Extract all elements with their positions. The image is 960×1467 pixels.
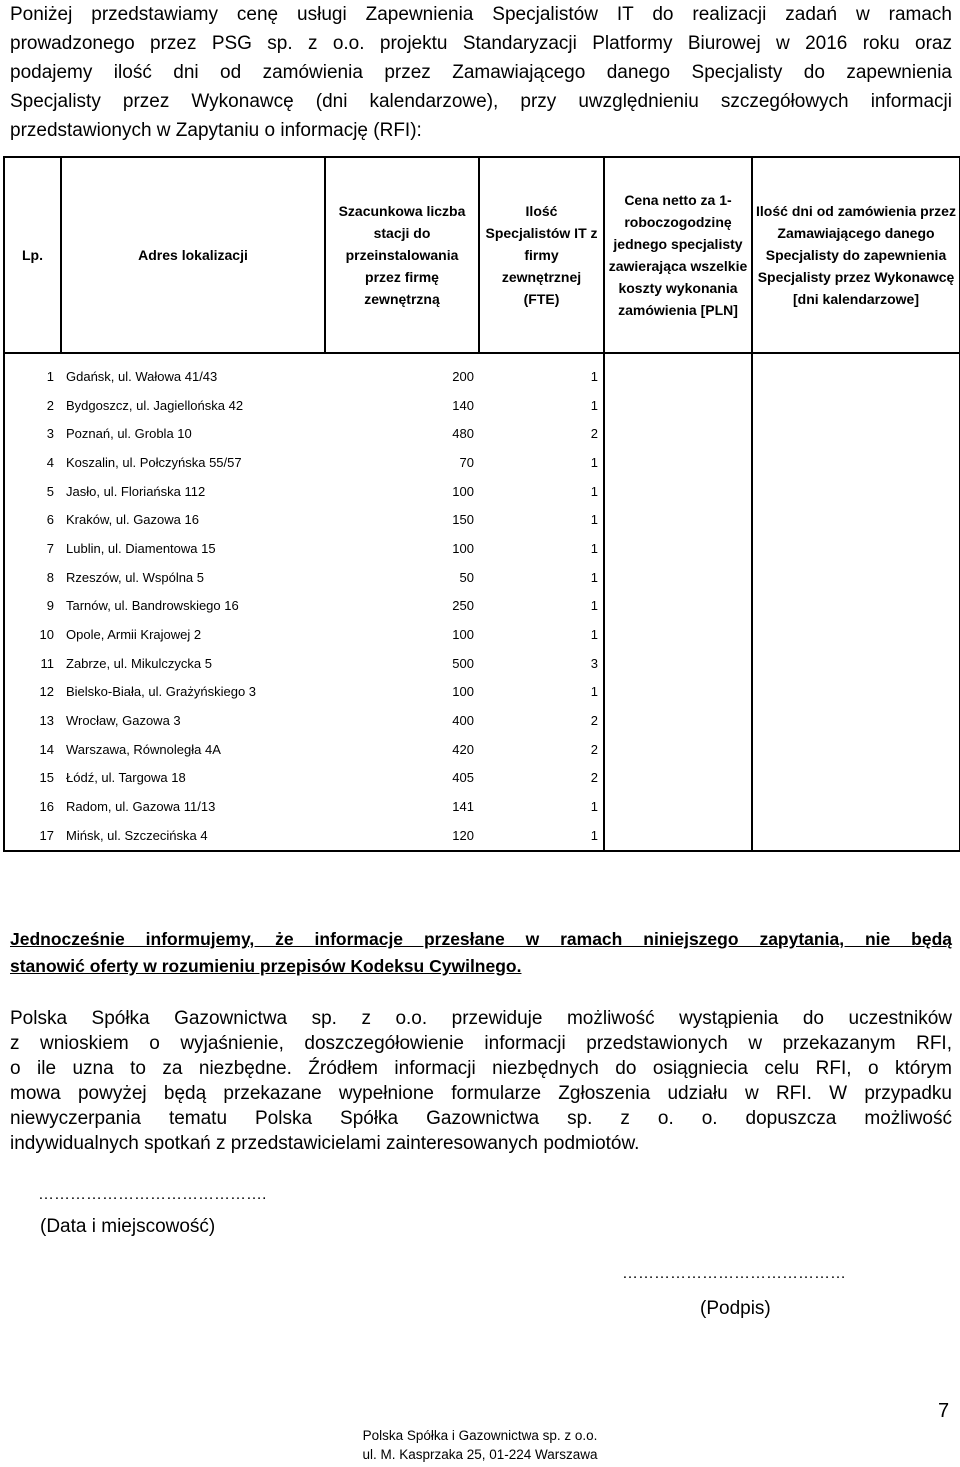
footer (280, 1426, 680, 1464)
row-days[interactable] (752, 735, 960, 764)
row-lp: 1 (4, 353, 61, 391)
table-row (4, 706, 960, 735)
row-lp: 4 (4, 448, 61, 477)
row-address: Łódź, ul. Targowa 18 (66, 770, 186, 786)
row-fte: 3 (590, 655, 598, 671)
row-stations: 120 (325, 821, 479, 851)
row-price[interactable] (604, 649, 752, 678)
intro-paragraph (10, 0, 952, 145)
row-price[interactable] (604, 706, 752, 735)
notice (10, 926, 952, 980)
row-lp: 6 (4, 505, 61, 534)
row-days[interactable] (752, 353, 960, 391)
row-days[interactable] (752, 649, 960, 678)
header-lp: Lp. (4, 157, 61, 353)
row-lp: 15 (4, 764, 61, 793)
row-stations: 140 (452, 397, 474, 413)
date-label: (Data i miejscowość) (40, 1216, 216, 1237)
table-row (4, 563, 960, 592)
row-price[interactable] (604, 821, 752, 851)
row-address: Zabrze, ul. Mikulczycka 5 (66, 655, 212, 671)
row-days[interactable] (752, 563, 960, 592)
row-days[interactable] (752, 505, 960, 534)
header-address: Adres lokalizacji (61, 157, 325, 353)
row-stations: 405 (452, 770, 474, 786)
table-header-row (4, 157, 960, 353)
row-days[interactable] (752, 678, 960, 707)
notice-line: stanowić oferty w rozumieniu przepisów Kodeksu Cywilnego. (10, 956, 522, 976)
row-fte: 1 (590, 512, 598, 528)
row-fte: 1 (479, 821, 604, 851)
table-row (4, 477, 960, 506)
intro-line: Poniżej przedstawiamy cenę usługi Zapewnienia Specjalistów IT do realizacji zadań w ramach (10, 4, 952, 25)
row-stations: 250 (452, 598, 474, 614)
row-stations: 100 (452, 684, 474, 700)
row-stations: 400 (452, 713, 474, 729)
row-address: Warszawa, Równoległa 4A (66, 741, 221, 757)
row-days[interactable] (752, 821, 960, 851)
row-days[interactable] (752, 620, 960, 649)
table-row (4, 505, 960, 534)
row-fte: 1 (590, 540, 598, 556)
header-price: Cena netto za 1-roboczogodzinę jednego specjalisty zawierająca wszelkie koszty wykonania zamówienia [PLN] (604, 157, 752, 353)
clarification-paragraph (10, 1006, 952, 1156)
row-stations: 420 (452, 741, 474, 757)
table-row (4, 792, 960, 821)
row-price[interactable] (604, 678, 752, 707)
header-stations: Szacunkowa liczba stacji do przeinstalowania przez firmę zewnętrzną (325, 157, 479, 353)
row-address: Kraków, ul. Gazowa 16 (66, 512, 199, 528)
row-fte: 1 (590, 684, 598, 700)
row-address: Koszalin, ul. Połczyńska 55/57 (66, 454, 242, 470)
table-row (4, 735, 960, 764)
intro-line: podajemy ilość dni od zamówienia przez Zamawiającego danego Specjalisty do zapewnienia (10, 62, 952, 83)
table-row (4, 534, 960, 563)
paragraph-line: mowa powyżej będą przekazane wypełnione formularze Zgłoszenia udziału w RFI. W przypadku (10, 1083, 952, 1104)
row-stations: 50 (459, 569, 474, 585)
row-price[interactable] (604, 391, 752, 420)
table-row (4, 649, 960, 678)
intro-line: Specjalisty przez Wykonawcę (dni kalendarzowe), przy uwzględnieniu szczegółowych informacji (10, 91, 952, 112)
row-stations: 500 (452, 655, 474, 671)
table-row (4, 620, 960, 649)
row-lp: 2 (4, 391, 61, 420)
row-address: Jasło, ul. Floriańska 112 (66, 483, 206, 499)
row-fte: 1 (590, 569, 598, 585)
row-days[interactable] (752, 592, 960, 621)
page-number: 7 (938, 1400, 950, 1422)
paragraph-line: o ile uzna to za niezbędne. Źródłem informacji niezbędnych do osiągniecia celu RFI, o którym (10, 1058, 952, 1079)
row-days[interactable] (752, 477, 960, 506)
row-price[interactable] (604, 505, 752, 534)
row-address: Opole, Armii Krajowej 2 (66, 627, 202, 643)
row-price[interactable] (604, 419, 752, 448)
row-stations: 100 (452, 483, 474, 499)
row-price[interactable] (604, 764, 752, 793)
intro-line: prowadzonego przez PSG sp. z o.o. projektu Standaryzacji Platformy Biurowej w 2016 roku oraz (10, 33, 952, 54)
row-lp: 17 (4, 821, 61, 851)
intro-line: przedstawionych w Zapytaniu o informację (RFI): (10, 120, 422, 141)
row-days[interactable] (752, 391, 960, 420)
row-fte: 1 (590, 368, 598, 384)
row-price[interactable] (604, 592, 752, 621)
row-price[interactable] (604, 353, 752, 391)
footer-line: ul. M. Kasprzaka 25, 01-224 Warszawa (362, 1447, 598, 1462)
row-days[interactable] (752, 764, 960, 793)
table-row (4, 678, 960, 707)
row-address: Tarnów, ul. Bandrowskiego 16 (66, 598, 239, 614)
specialists-table (3, 156, 960, 852)
row-price[interactable] (604, 448, 752, 477)
table-row (4, 448, 960, 477)
row-price[interactable] (604, 735, 752, 764)
table-row (4, 592, 960, 621)
row-fte: 2 (590, 741, 598, 757)
table-row (4, 353, 960, 391)
row-fte: 1 (590, 627, 598, 643)
row-price[interactable] (604, 534, 752, 563)
row-lp: 3 (4, 419, 61, 448)
row-lp: 11 (4, 649, 61, 678)
row-fte: 1 (590, 454, 598, 470)
row-fte: 1 (590, 799, 598, 815)
signature-dots: …………………………………… (622, 1265, 846, 1282)
row-fte: 1 (590, 397, 598, 413)
signature-label: (Podpis) (700, 1298, 771, 1319)
row-address: Bielsko-Biała, ul. Grażyńskiego 3 (66, 684, 257, 700)
row-days[interactable] (752, 448, 960, 477)
row-lp: 10 (4, 620, 61, 649)
row-lp: 16 (4, 792, 61, 821)
row-lp: 8 (4, 563, 61, 592)
header-specialists: Ilość Specjalistów IT z firmy zewnętrznej (FTE) (479, 157, 604, 353)
row-days[interactable] (752, 792, 960, 821)
row-price[interactable] (604, 563, 752, 592)
row-fte: 1 (590, 483, 598, 499)
row-price[interactable] (604, 620, 752, 649)
table-row (4, 419, 960, 448)
row-address: Mińsk, ul. Szczecińska 4 (61, 821, 325, 851)
row-days[interactable] (752, 534, 960, 563)
row-stations: 141 (452, 799, 474, 815)
row-stations: 70 (459, 454, 474, 470)
footer-line: Polska Spółka i Gazownictwa sp. z o.o. (362, 1428, 598, 1443)
paragraph-line: Polska Spółka Gazownictwa sp. z o.o. przewiduje możliwość wystąpienia do uczestników (10, 1008, 952, 1029)
row-stations: 480 (452, 426, 474, 442)
notice-line: Jednocześnie informujemy, że informacje przesłane w ramach niniejszego zapytania, nie będą (10, 929, 952, 949)
table-row (4, 391, 960, 420)
row-days[interactable] (752, 419, 960, 448)
row-stations: 150 (452, 512, 474, 528)
row-fte: 1 (590, 598, 598, 614)
date-dots: ……………………………………. (38, 1186, 267, 1203)
row-lp: 7 (4, 534, 61, 563)
row-fte: 2 (590, 713, 598, 729)
row-fte: 2 (590, 770, 598, 786)
row-lp: 9 (4, 592, 61, 621)
paragraph-line: indywidualnych spotkań z przedstawicielami zainteresowanych podmiotów. (10, 1133, 640, 1154)
row-days[interactable] (752, 706, 960, 735)
row-stations: 200 (452, 368, 474, 384)
header-days: Ilość dni od zamówienia przez Zamawiającego danego Specjalisty do zapewnienia Specjalisty przez Wykonawcę [dni kalendarzowe] (752, 157, 960, 353)
row-price[interactable] (604, 477, 752, 506)
row-stations: 100 (452, 540, 474, 556)
row-price[interactable] (604, 792, 752, 821)
row-fte: 2 (590, 426, 598, 442)
row-lp: 12 (4, 678, 61, 707)
row-lp: 14 (4, 735, 61, 764)
row-lp: 5 (4, 477, 61, 506)
table-row (4, 764, 960, 793)
table-row (4, 821, 960, 851)
row-stations: 100 (452, 627, 474, 643)
row-address: Radom, ul. Gazowa 11/13 (66, 799, 216, 815)
row-lp: 13 (4, 706, 61, 735)
row-address: Lublin, ul. Diamentowa 15 (66, 540, 216, 556)
row-address: Bydgoszcz, ul. Jagiellońska 42 (66, 397, 244, 413)
row-address: Wrocław, Gazowa 3 (66, 713, 181, 729)
paragraph-line: z wnioskiem o wyjaśnienie, doszczegółowienie informacji przedstawionych w przekazanym RFI, (10, 1033, 952, 1054)
row-address: Rzeszów, ul. Wspólna 5 (66, 569, 205, 585)
row-address: Gdańsk, ul. Wałowa 41/43 (66, 368, 218, 384)
row-address: Poznań, ul. Grobla 10 (66, 426, 192, 442)
paragraph-line: niewyczerpania tematu Polska Spółka Gazownictwa sp. z o. o. dopuszcza możliwość (10, 1108, 952, 1129)
